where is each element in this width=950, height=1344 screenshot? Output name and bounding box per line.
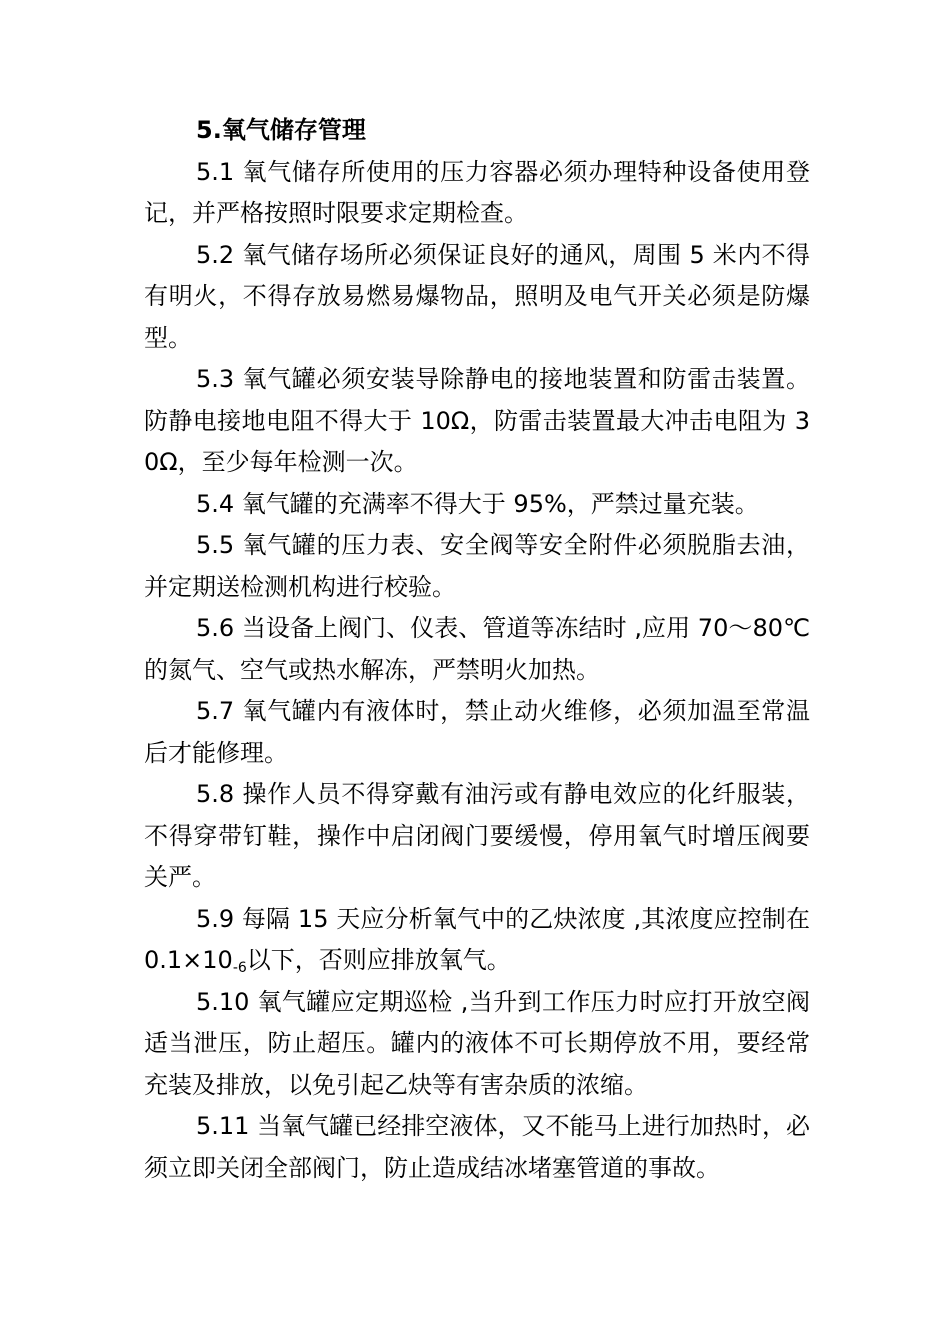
paragraph-5-2: 5.2 氧气储存场所必须保证良好的通风，周围 5 米内不得有明火，不得存放易燃易爆物品，照明及电气开关必须是防爆型。 (144, 240, 810, 352)
paragraph-5-9-text-after: 以下，否则应排放氧气。 (246, 946, 511, 974)
section-title: 5.氧气储存管理 (196, 116, 366, 144)
paragraph-5-1: 5.1 氧气储存所使用的压力容器必须办理特种设备使用登记，并严格按照时限要求定期检查。 (144, 157, 810, 227)
paragraph-5-8: 5.8 操作人员不得穿戴有油污或有静电效应的化纤服装，不得穿带钉鞋，操作中启闭阀门要缓慢，停用氧气时增压阀要关严。 (144, 780, 810, 891)
paragraph-5-9-exponent: -6 (232, 960, 247, 976)
paragraph-5-9-text-before: 5.9 每隔 15 天应分析氧气中的乙炔浓度 ,其浓度应控制在 0.1×10 (144, 904, 810, 974)
paragraph-5-4: 5.4 氧气罐的充满率不得大于 95%，严禁过量充装。 (196, 489, 759, 518)
paragraph-5-5: 5.5 氧气罐的压力表、安全阀等安全附件必须脱脂去油，并定期送检测机构进行校验。 (144, 531, 810, 601)
paragraph-5-7: 5.7 氧气罐内有液体时，禁止动火维修，必须加温至常温后才能修理。 (144, 697, 810, 767)
document-body (144, 110, 810, 1189)
paragraph-5-3: 5.3 氧气罐必须安装导除静电的接地装置和防雷击装置。防静电接地电阻不得大于 10Ω，防雷击装置最大冲击电阻为 30Ω，至少每年检测一次。 (144, 365, 810, 476)
paragraph-5-9 (144, 899, 810, 982)
paragraph-5-10: 5.10 氧气罐应定期巡检 ,当升到工作压力时应打开放空阀适当泄压，防止超压。罐内的液体不可长期停放不用，要经常充装及排放，以免引起乙炔等有害杂质的浓缩。 (144, 987, 810, 1099)
paragraph-5-6: 5.6 当设备上阀门、仪表、管道等冻结时 ,应用 70～80℃的氮气、空气或热水解冻，严禁明火加热。 (144, 614, 810, 684)
paragraph-5-11: 5.11 当氧气罐已经排空液体，又不能马上进行加热时，必须立即关闭全部阀门，防止造成结冰堵塞管道的事故。 (144, 1112, 810, 1182)
